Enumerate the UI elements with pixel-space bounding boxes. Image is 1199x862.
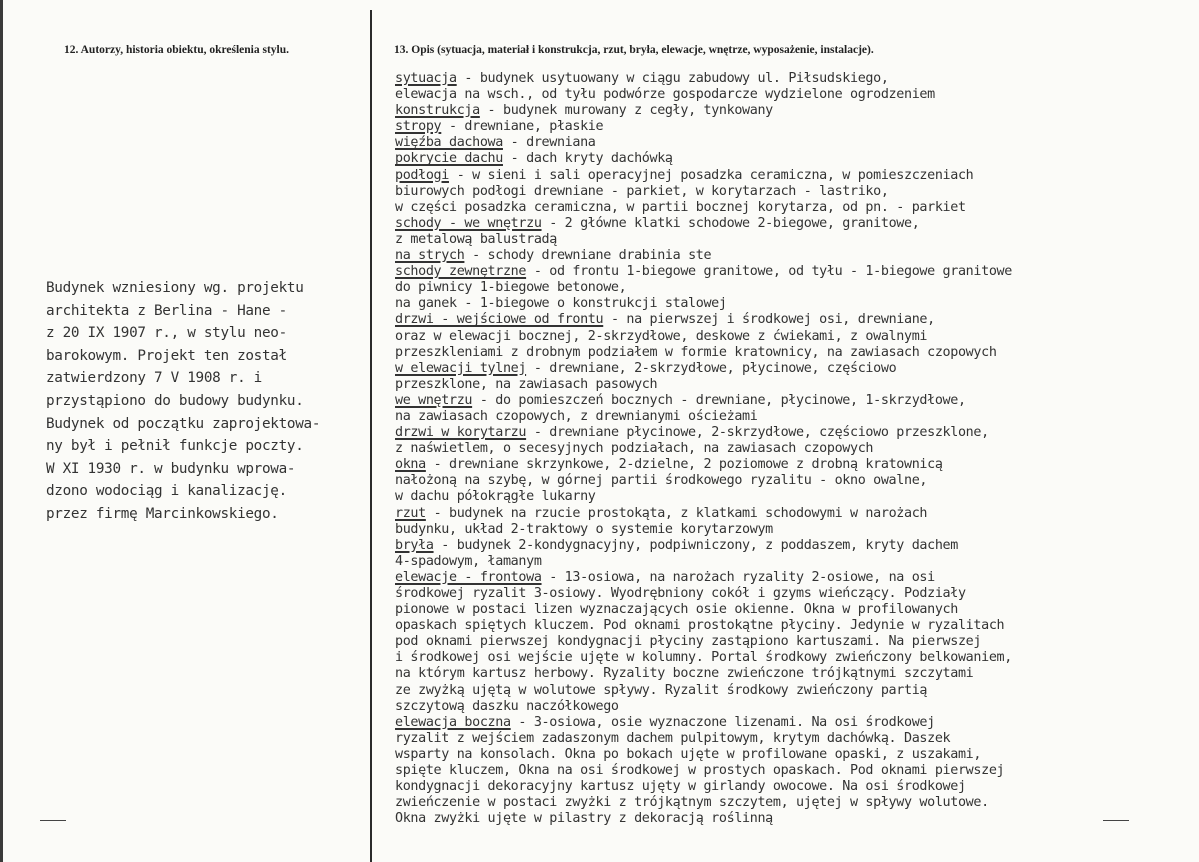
description-text: - 2 główne klatki schodowe 2-biegowe, granitowe,	[541, 215, 920, 231]
description-text: biurowych podłogi drewniane - parkiet, w korytarzach - lastriko,	[395, 183, 889, 199]
description-line	[395, 570, 1195, 586]
description-line	[395, 522, 1195, 538]
description-line	[395, 168, 1195, 184]
description-text: pionowe w postaci lizen wyznaczających osie okienne. Okna w profilowanych	[395, 602, 958, 618]
description-line	[395, 618, 1195, 634]
description-text: elewacja na wsch., od tyłu podwórze gospodarcze wydzielone ogrodzeniem	[395, 87, 935, 103]
description-text: opaskach spiętych kluczem. Pod oknami prostokątne płyciny. Jedynie w ryzalitach	[395, 618, 1005, 634]
history-text-block	[46, 277, 366, 526]
description-text: na ganek - 1-biegowe o konstrukcji stalowej	[395, 296, 727, 312]
margin-mark-left	[40, 820, 66, 821]
description-line	[395, 409, 1195, 425]
description-line	[395, 119, 1195, 135]
description-text: - budynek usytuowany w ciągu zabudowy ul. Piłsudskiego,	[456, 71, 889, 86]
description-text: pod oknami pierwszej kondygnacji płyciny zastąpiono kartuszami. Na pierwszej	[395, 634, 982, 650]
description-line	[395, 296, 1195, 312]
section-keyword: okna	[395, 457, 426, 473]
history-line: przez firmę Marcinkowskiego.	[46, 505, 279, 522]
description-line	[395, 506, 1195, 522]
description-text: 4-spadowym, łamanym	[395, 553, 542, 569]
description-line	[395, 135, 1195, 151]
description-line	[395, 425, 1195, 441]
description-line	[395, 795, 1195, 811]
description-text: - dach kryty dachówką	[502, 151, 673, 167]
description-line	[395, 329, 1195, 345]
description-text: - drewniane, płaskie	[441, 119, 604, 135]
description-line	[395, 377, 1195, 393]
history-line: z 20 IX 1907 r., w stylu neo-	[46, 325, 287, 342]
description-text: w dachu półokrągłe lukarny	[395, 489, 596, 505]
description-text: - do pomieszczeń bocznych - drewniane, płycinowe, 1-skrzydłowe,	[472, 392, 966, 408]
description-line	[395, 248, 1195, 264]
description-text: nałożoną na szybę, w górnej partii środkowego ryzalitu - okno owalne,	[395, 473, 928, 489]
description-text: Okna zwyżki ujęte w pilastry z dekoracją roślinną	[395, 811, 773, 827]
history-line: ny był i pełnił funkcje poczty.	[46, 438, 304, 455]
margin-mark-right	[1103, 820, 1129, 821]
description-text: wsparty na konsolach. Okna po bokach ujęte w profilowane opaski, z uszakami,	[395, 746, 982, 762]
section-keyword: w elewacji tylnej	[395, 360, 527, 376]
description-text: na zawiasach czopowych, z drewnianymi ościeżami	[395, 408, 758, 424]
description-line	[395, 312, 1195, 328]
section-12-header: 12. Autorzy, historia obiektu, określenia stylu.	[64, 44, 290, 56]
section-keyword: we wnętrzu	[395, 392, 473, 408]
description-line	[395, 779, 1195, 795]
description-line	[395, 763, 1195, 779]
description-text: - drewniane, 2-skrzydłowe, płycinowe, częściowo	[526, 360, 897, 376]
description-line	[395, 602, 1195, 618]
description-text: do piwnicy 1-biegowe betonowe,	[395, 280, 627, 296]
description-text: spięte kluczem, Okna na osi środkowej w prostych opaskach. Pod oknami pierwszej	[395, 763, 1005, 779]
description-line	[395, 747, 1195, 763]
description-text: ryzalit z wejściem zadaszonym dachem pulpitowym, krytym dachówką. Daszek	[395, 730, 951, 746]
description-text: - drewniana	[502, 135, 596, 151]
description-line	[395, 216, 1195, 232]
section-keyword: drzwi w korytarzu	[395, 425, 527, 441]
history-line: przystąpiono do budowy budynku.	[46, 392, 304, 409]
description-text: - 13-osiowa, na narożach ryzality 2-osiowe, na osi	[541, 569, 935, 585]
description-text: szczytową daszku naczółkowego	[395, 698, 619, 714]
description-line	[395, 554, 1195, 570]
description-line	[395, 280, 1195, 296]
description-text: w części posadzka ceramiczna, w partii bocznej korytarza, od pn. - parkiet	[395, 199, 966, 215]
description-text: - od frontu 1-biegowe granitowe, od tyłu - 1-biegowe granitowe	[526, 264, 1012, 280]
description-line	[395, 151, 1195, 167]
description-line	[395, 650, 1195, 666]
section-keyword: elewacje - frontowa	[395, 569, 542, 585]
section-keyword: konstrukcja	[395, 103, 480, 119]
description-text: na którym kartusz herbowy. Ryzality boczne zwieńczone trójkątnymi szczytami	[395, 666, 974, 682]
description-line	[395, 457, 1195, 473]
description-text: - 3-osiowa, osie wyznaczone lizenami. Na osi środkowej	[510, 714, 935, 730]
description-text: oraz w elewacji bocznej, 2-skrzydłowe, deskowe z ćwiekami, z owalnymi	[395, 328, 928, 344]
description-line	[395, 586, 1195, 602]
description-line	[395, 473, 1195, 489]
description-line	[395, 634, 1195, 650]
history-line: Budynek od początku zaprojektowa-	[46, 415, 321, 432]
section-keyword: podłogi	[395, 167, 449, 183]
description-line	[395, 489, 1195, 505]
description-line	[395, 200, 1195, 216]
history-line: barokowym. Projekt ten został	[46, 347, 287, 364]
description-line	[395, 441, 1195, 457]
description-line	[395, 184, 1195, 200]
column-divider	[370, 10, 372, 862]
section-keyword: rzut	[395, 505, 426, 521]
description-line	[395, 87, 1195, 103]
description-text: - budynek 2-kondygnacyjny, podpiwniczony, z poddaszem, kryty dachem	[433, 537, 958, 553]
description-text: z metalową balustradą	[395, 231, 557, 247]
history-line: Budynek wzniesiony wg. projektu	[46, 280, 304, 296]
description-line	[395, 666, 1195, 682]
description-text: - drewniane płycinowe, 2-skrzydłowe, częściowo przeszklone,	[526, 425, 989, 441]
section-keyword: schody - we wnętrzu	[395, 215, 542, 231]
description-text: przeszklone, na zawiasach pasowych	[395, 376, 658, 392]
section-keyword: więźba dachowa	[395, 135, 503, 151]
description-line	[395, 71, 1195, 87]
page-edge	[0, 0, 3, 862]
history-line: dzono wodociąg i kanalizację.	[46, 483, 287, 500]
description-line	[395, 232, 1195, 248]
description-text: z naświetlem, o secesyjnych podziałach, na zawiasach czopowych	[395, 441, 874, 457]
description-text: przeszkleniami z drobnym podziałem w formie kratownicy, na zawiasach czopowych	[395, 344, 997, 360]
description-line	[395, 264, 1195, 280]
history-line: architekta z Berlina - Hane -	[46, 302, 287, 319]
description-text: - na pierwszej i środkowej osi, drewniane,	[603, 312, 935, 328]
description-text: - budynek murowany z cegły, tynkowany	[479, 103, 773, 119]
section-keyword: bryła	[395, 537, 434, 553]
section-keyword: schody zewnętrzne	[395, 264, 527, 280]
history-line: zatwierdzony 7 V 1908 r. i	[46, 370, 262, 387]
description-line	[395, 731, 1195, 747]
description-text: budynku, układ 2-traktowy o systemie korytarzowym	[395, 521, 773, 537]
history-line: W XI 1930 r. w budynku wprowa-	[46, 460, 296, 477]
description-text: - budynek na rzucie prostokąta, z klatkami schodowymi w narożach	[425, 505, 928, 521]
description-text: kondygnacji dekoracyjny kartusz ujęty w girlandy owocowe. Na osi środkowej	[395, 779, 966, 795]
description-line	[395, 699, 1195, 715]
description-text: - drewniane skrzynkowe, 2-dzielne, 2 poziomowe z drobną kratownicą	[425, 457, 943, 473]
description-text: ze zwyżką ujętą w wolutowe spływy. Ryzalit środkowy zwieńczony partią	[395, 682, 928, 698]
section-13-header: 13. Opis (sytuacja, materiał i konstrukcja, rzut, bryła, elewacje, wnętrze, wyposażenie, instalacje).	[394, 44, 874, 56]
section-keyword: pokrycie dachu	[395, 151, 503, 167]
description-line	[395, 538, 1195, 554]
section-keyword: elewacja boczna	[395, 714, 511, 730]
description-text: środkowej ryzalit 3-osiowy. Wyodrębniony cokół i gzyms wieńczący. Podziały	[395, 586, 966, 601]
description-text: - schody drewniane drabinia ste	[464, 248, 712, 264]
description-text: i środkowej osi wejście ujęte w kolumny. Portal środkowy zwieńczony belkowaniem,	[395, 650, 1012, 666]
description-line	[395, 683, 1195, 699]
section-keyword: drzwi - wejściowe od frontu	[395, 312, 604, 328]
description-text: - w sieni i sali operacyjnej posadzka ceramiczna, w pomieszczeniach	[448, 167, 974, 183]
description-line	[395, 345, 1195, 361]
section-keyword: stropy	[395, 119, 442, 135]
description-text-block	[395, 71, 1195, 827]
description-line	[395, 393, 1195, 409]
description-line	[395, 103, 1195, 119]
section-keyword: sytuacja	[395, 71, 457, 86]
description-line	[395, 715, 1195, 731]
description-text: zwieńczenie w postaci zwyżki z trójkątnym szczytem, ujętej w spływy wolutowe.	[395, 795, 989, 811]
description-line	[395, 811, 1195, 827]
section-keyword: na strych	[395, 248, 465, 264]
description-line	[395, 361, 1195, 377]
